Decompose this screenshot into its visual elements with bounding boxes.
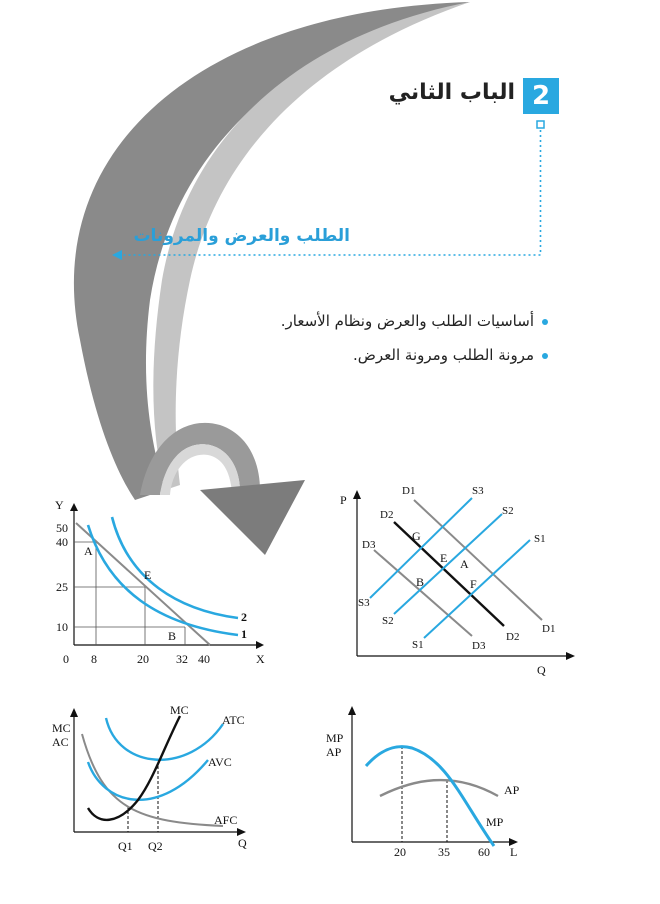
cost-curves-chart <box>48 700 268 860</box>
x-axis-label: Q <box>537 663 546 677</box>
curve-label: S2 <box>382 615 394 627</box>
point-label: A <box>84 544 93 558</box>
curve-label: 1 <box>241 627 247 641</box>
point-label: E <box>144 568 152 582</box>
section-title: الطلب والعرض والمرونات <box>133 226 350 246</box>
x-tick-label: 60 <box>478 845 490 859</box>
x-tick-label: 8 <box>91 652 97 666</box>
atc-curve <box>106 718 223 760</box>
curve-label: MC <box>170 703 189 717</box>
curve-label: D2 <box>506 631 520 643</box>
x-tick-label: Q2 <box>148 839 163 853</box>
mp-curve <box>366 747 494 846</box>
curve-label: S3 <box>358 597 370 609</box>
y-axis-label: MP <box>326 731 344 745</box>
x-axis-label: L <box>510 845 518 859</box>
bullet-item <box>208 312 548 330</box>
x-tick-label: 20 <box>137 652 149 666</box>
y-tick-label: 10 <box>56 620 68 634</box>
x-tick-label: Q1 <box>118 839 133 853</box>
y-axis-label: MC <box>52 721 71 735</box>
supply-demand-chart <box>332 478 582 683</box>
x-tick-label: 40 <box>198 652 210 666</box>
ap-curve <box>380 780 498 796</box>
y-axis-arrow-icon <box>348 706 356 715</box>
curve-label: MP <box>486 815 504 829</box>
x-tick-label: 20 <box>394 845 406 859</box>
y-axis-arrow-icon <box>353 490 361 499</box>
x-axis-arrow-icon <box>566 652 575 660</box>
supply-curve-s2 <box>394 514 502 614</box>
indifference-curve-2 <box>112 517 238 618</box>
intersection-label: G <box>412 529 421 543</box>
avc-curve <box>88 760 208 800</box>
chapter-number-badge: 2 <box>523 78 559 114</box>
curve-label: S2 <box>502 505 514 517</box>
point-label: B <box>168 629 177 643</box>
curve-label: AFC <box>214 813 238 827</box>
y-axis-label: P <box>340 493 347 507</box>
curve-label: D2 <box>380 509 394 521</box>
chapter-title: الباب الثاني <box>388 80 515 105</box>
intersection-label: F <box>470 577 477 591</box>
indifference-chart <box>48 495 268 670</box>
demand-curve-d2 <box>394 522 504 626</box>
intersection-label: B <box>416 575 425 589</box>
y-tick-label: 50 <box>56 521 68 535</box>
x-tick-label: 32 <box>176 652 188 666</box>
y-tick-label: 40 <box>56 535 68 549</box>
x-axis-arrow-icon <box>256 641 264 649</box>
afc-curve <box>82 734 223 826</box>
y-tick-label: 25 <box>56 580 68 594</box>
y-axis-label: AC <box>52 735 69 749</box>
intersection-label: E <box>440 551 448 565</box>
x-tick-label: 0 <box>63 652 69 666</box>
intersection-label: A <box>460 557 469 571</box>
bullet-text: مرونة الطلب ومرونة العرض. <box>353 346 534 364</box>
y-axis-arrow-icon <box>70 503 78 511</box>
bullet-dot-icon <box>542 353 548 359</box>
bullet-dot-icon <box>542 319 548 325</box>
curve-label: D1 <box>402 485 416 497</box>
x-tick-label: 35 <box>438 845 450 859</box>
curve-label: AVC <box>208 755 232 769</box>
y-axis-arrow-icon <box>70 708 78 717</box>
mc-curve <box>88 716 180 820</box>
product-curves-chart <box>322 700 552 865</box>
curve-label: S1 <box>534 533 546 545</box>
y-axis-label: Y <box>55 498 64 512</box>
curve-label: D1 <box>542 623 556 635</box>
x-axis-arrow-icon <box>237 828 246 836</box>
x-axis-label: X <box>256 652 265 666</box>
y-axis-label: AP <box>326 745 342 759</box>
curve-label: S1 <box>412 639 424 651</box>
curve-label: 2 <box>241 610 247 624</box>
curve-label: D3 <box>362 539 376 551</box>
curve-label: S3 <box>472 485 484 497</box>
bullet-item <box>208 346 548 364</box>
curve-label: AP <box>504 783 520 797</box>
indifference-curve-1 <box>88 525 238 635</box>
x-axis-label: Q <box>238 836 247 850</box>
curve-label: ATC <box>222 713 245 727</box>
curve-label: D3 <box>472 640 486 652</box>
bullet-text: أساسيات الطلب والعرض ونظام الأسعار. <box>280 312 534 330</box>
